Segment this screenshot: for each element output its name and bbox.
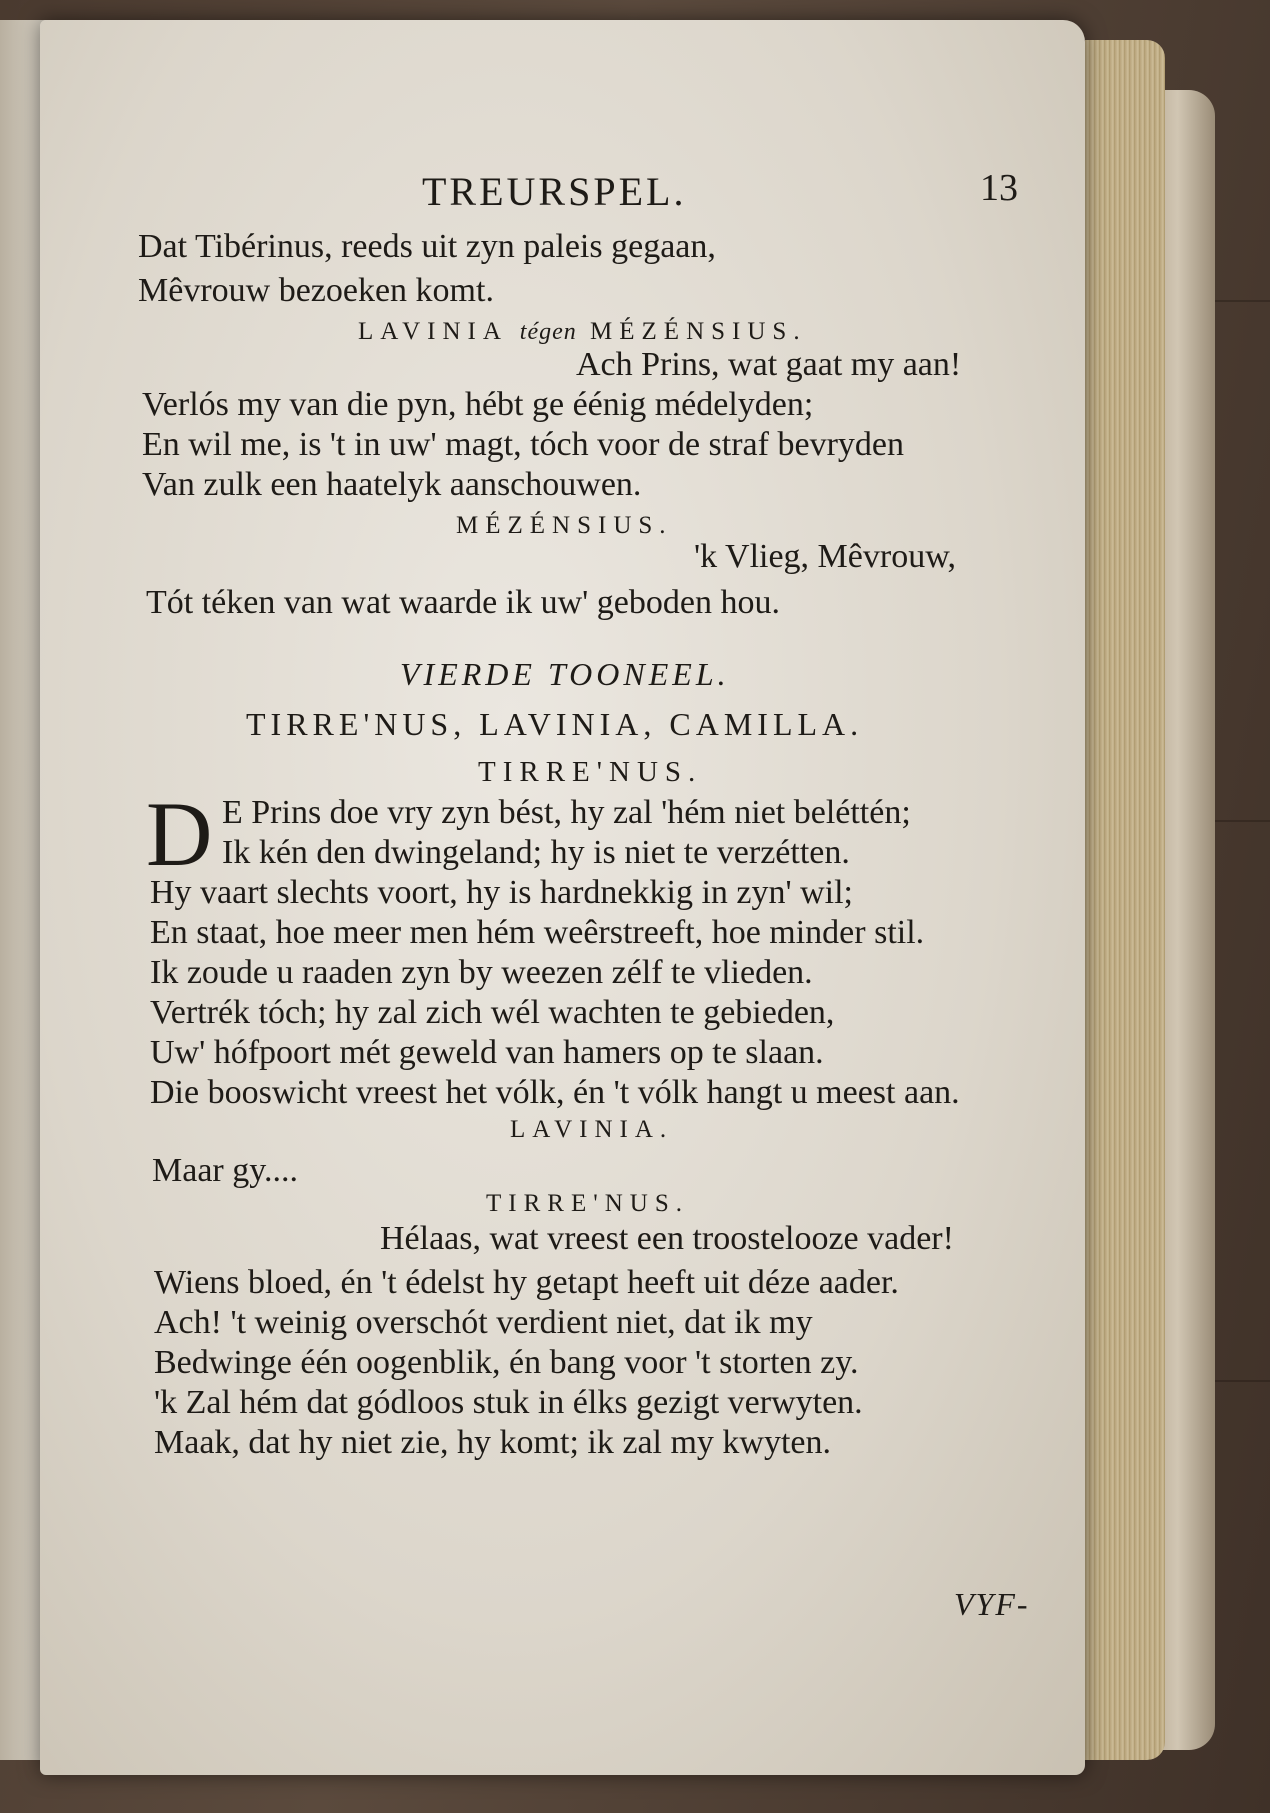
verse-line: Mêvrouw bezoeken komt.	[138, 272, 494, 309]
verse-line: Dat Tibérinus, reeds uit zyn paleis gegaan,	[138, 228, 716, 265]
verse-line: Bedwinge één oogenblik, én bang voor 't storten zy.	[154, 1344, 859, 1381]
speaker-heading: MÉZÉNSIUS.	[456, 512, 673, 539]
speaker-heading	[358, 318, 807, 346]
drop-capital: D	[146, 783, 213, 885]
verse-line: Hy vaart slechts voort, hy is hardnekkig in zyn' wil;	[150, 874, 853, 911]
verse-line: Maak, dat hy niet zie, hy komt; ik zal my kwyten.	[154, 1424, 832, 1461]
scene-cast: TIRRE'NUS, LAVINIA, CAMILLA.	[246, 706, 864, 742]
verse-line: Ach! 't weinig overschót verdient niet, dat ik my	[154, 1304, 813, 1341]
catchword: VYF-	[954, 1586, 1030, 1622]
page-number: 13	[980, 167, 1018, 209]
verse-line: Vertrék tóch; hy zal zich wél wachten te gebieden,	[150, 994, 835, 1031]
speaker-target: MÉZÉNSIUS.	[590, 318, 807, 345]
verse-line: Verlós my van die pyn, hébt ge éénig médelyden;	[142, 386, 814, 423]
verse-line: Hélaas, wat vreest een troostelooze vader!	[380, 1220, 954, 1257]
verse-line: Van zulk een haatelyk aanschouwen.	[142, 466, 642, 503]
speaker-heading: TIRRE'NUS.	[478, 756, 703, 788]
speaker-name: LAVINIA	[358, 318, 507, 345]
verse-line: E Prins doe vry zyn bést, hy zal 'hém niet beléttén;	[222, 794, 911, 831]
verse-line: Wiens bloed, én 't édelst hy getapt heeft uit déze aader.	[154, 1264, 899, 1301]
verse-line: Ik kén den dwingeland; hy is niet te verzétten.	[222, 834, 850, 871]
verse-line: Maar gy....	[152, 1152, 299, 1189]
verse-line: En wil me, is 't in uw' magt, tóch voor de straf bevryden	[142, 426, 904, 463]
verse-line: 'k Zal hém dat gódloos stuk in élks gezigt verwyten.	[154, 1384, 863, 1421]
verse-line: En staat, hoe meer men hém weêrstreeft, hoe minder stil.	[150, 914, 925, 951]
verse-line: 'k Vlieg, Mêvrouw,	[694, 538, 957, 575]
speaker-heading: LAVINIA.	[510, 1116, 674, 1143]
scene-title: VIERDE TOONEEL.	[400, 656, 730, 692]
verse-line: Die booswicht vreest het vólk, én 't vólk hangt u meest aan.	[150, 1074, 960, 1111]
stage-direction: tégen	[519, 319, 577, 345]
speaker-heading: TIRRE'NUS.	[486, 1190, 689, 1217]
verse-line: Ach Prins, wat gaat my aan!	[576, 346, 962, 383]
page-block-edge	[1085, 40, 1165, 1760]
verse-line: Uw' hófpoort mét geweld van hamers op te slaan.	[150, 1034, 824, 1071]
verse-line: Tót téken van wat waarde ik uw' geboden hou.	[146, 584, 780, 621]
verse-line: Ik zoude u raaden zyn by weezen zélf te vlieden.	[150, 954, 813, 991]
running-title: TREURSPEL.	[422, 169, 687, 214]
